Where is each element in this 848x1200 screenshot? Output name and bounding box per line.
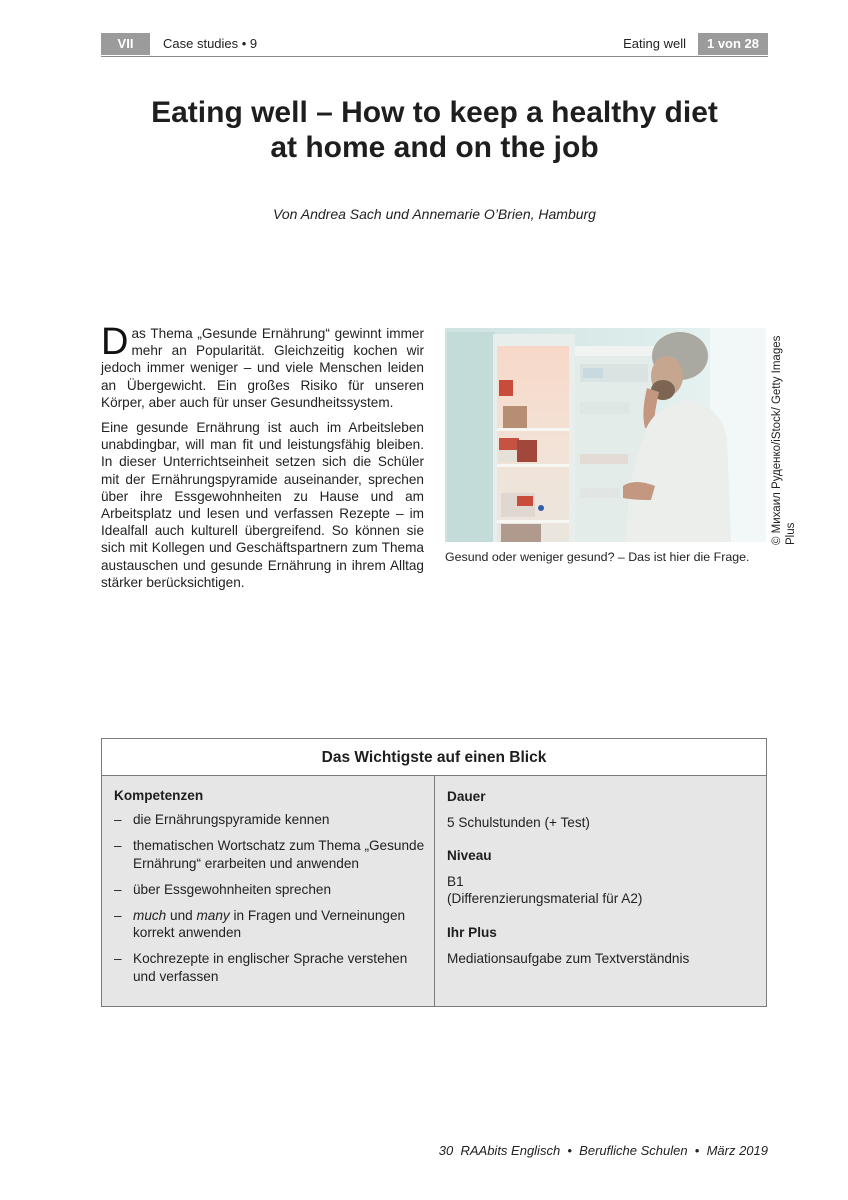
title-line-1: Eating well – How to keep a healthy diet [151,96,718,129]
page-indicator: 1 von 28 [698,33,768,55]
competence-text: über Essgewohnheiten sprechen [133,881,331,897]
competence-text: Kochrezepte in englischer Sprache verstehen und verfassen [133,951,408,984]
competence-text: thematischen Wortschatz zum Thema „Gesunde Ernährung“ erarbeiten und anwenden [133,838,425,871]
summary-box-heading: Das Wichtigste auf einen Blick [102,739,766,776]
level-heading: Niveau [447,848,492,863]
dash-bullet: – [114,881,122,897]
competences-list [114,811,426,994]
competence-item [114,907,426,942]
intro-paragraph-1-text: as Thema „Gesunde Ernährung“ gewinnt immer mehr an Popularität. Gleichzeitig kochen wir jedoch immer weniger – und viele Menschen leiden an Übergewicht. Ein großes Risiko für unseren Körper, aber auch für unser Gesundheitssystem. [101,326,424,410]
competence-text: in Fragen und Verneinungen korrekt anwenden [133,907,406,940]
level-note: (Differenzierungsmaterial für A2) [447,891,643,906]
intro-text [101,321,424,599]
photo-credit [770,330,802,545]
competence-italic-much: much [133,907,167,923]
competence-item [114,811,426,829]
plus-heading: Ihr Plus [447,925,497,940]
topic-label: Eating well [623,36,686,51]
plus-value: Mediationsaufgabe zum Textverständnis [447,950,690,966]
duration-heading: Dauer [447,789,486,804]
photo-credit-text: © Михаил Руденко/iStock/ Getty Images Plus [771,335,797,545]
intro-paragraph-1 [101,321,424,411]
page-title [101,95,768,165]
fridge-photo [445,328,766,542]
dash-bullet: – [114,812,122,827]
level-value: B1 [447,873,464,889]
running-header [101,33,768,57]
dash-bullet: – [114,907,122,923]
intro-paragraph-2: Eine gesunde Ernährung ist auch im Arbeitsleben unabdingbar, will man fit und leistungsfähig bleiben. In dieser Unterrichtseinheit setzen sich die Schüler mit der Ernährungspyramide auseinander, sprechen über ihre Essgewohnheiten zu Hause und am Arbeitsplatz und lesen und verfassen Rezepte – im Idealfall auch kulturell übergreifend. So können sie sich mit Kollegen und Geschäftspartnern zum Thema austauschen und gesunde Ernährung in ihrem Alltag stärker berücksichtigen. [101,420,424,590]
title-line-2: at home and on the job [270,131,599,164]
page-footer: 30 RAAbits Englisch • Berufliche Schulen • März 2019 [438,1143,768,1158]
competence-text: die Ernährungspyramide kennen [133,812,330,827]
competence-item [114,837,426,872]
competence-item [114,881,426,899]
summary-box [101,738,767,1007]
competence-connector: und [166,907,197,923]
competences-column [102,776,435,1006]
author-line: Von Andrea Sach und Annemarie O’Brien, Hamburg [273,206,596,222]
dash-bullet: – [114,951,122,966]
drop-cap: D [101,321,129,363]
dash-bullet: – [114,838,122,853]
chapter-badge: VII [101,33,150,55]
duration-block [447,788,747,831]
duration-value: 5 Schulstunden (+ Test) [447,814,590,830]
section-label: Case studies • 9 [163,36,258,51]
level-block [447,847,747,908]
competence-item [114,950,426,985]
plus-block [447,924,747,967]
man-at-open-fridge-image [445,328,766,542]
competence-italic-many: many [196,907,230,923]
competences-heading: Kompetenzen [114,788,204,803]
photo-caption: Gesund oder weniger gesund? – Das ist hier die Frage. [445,550,750,564]
details-column [435,776,766,1006]
